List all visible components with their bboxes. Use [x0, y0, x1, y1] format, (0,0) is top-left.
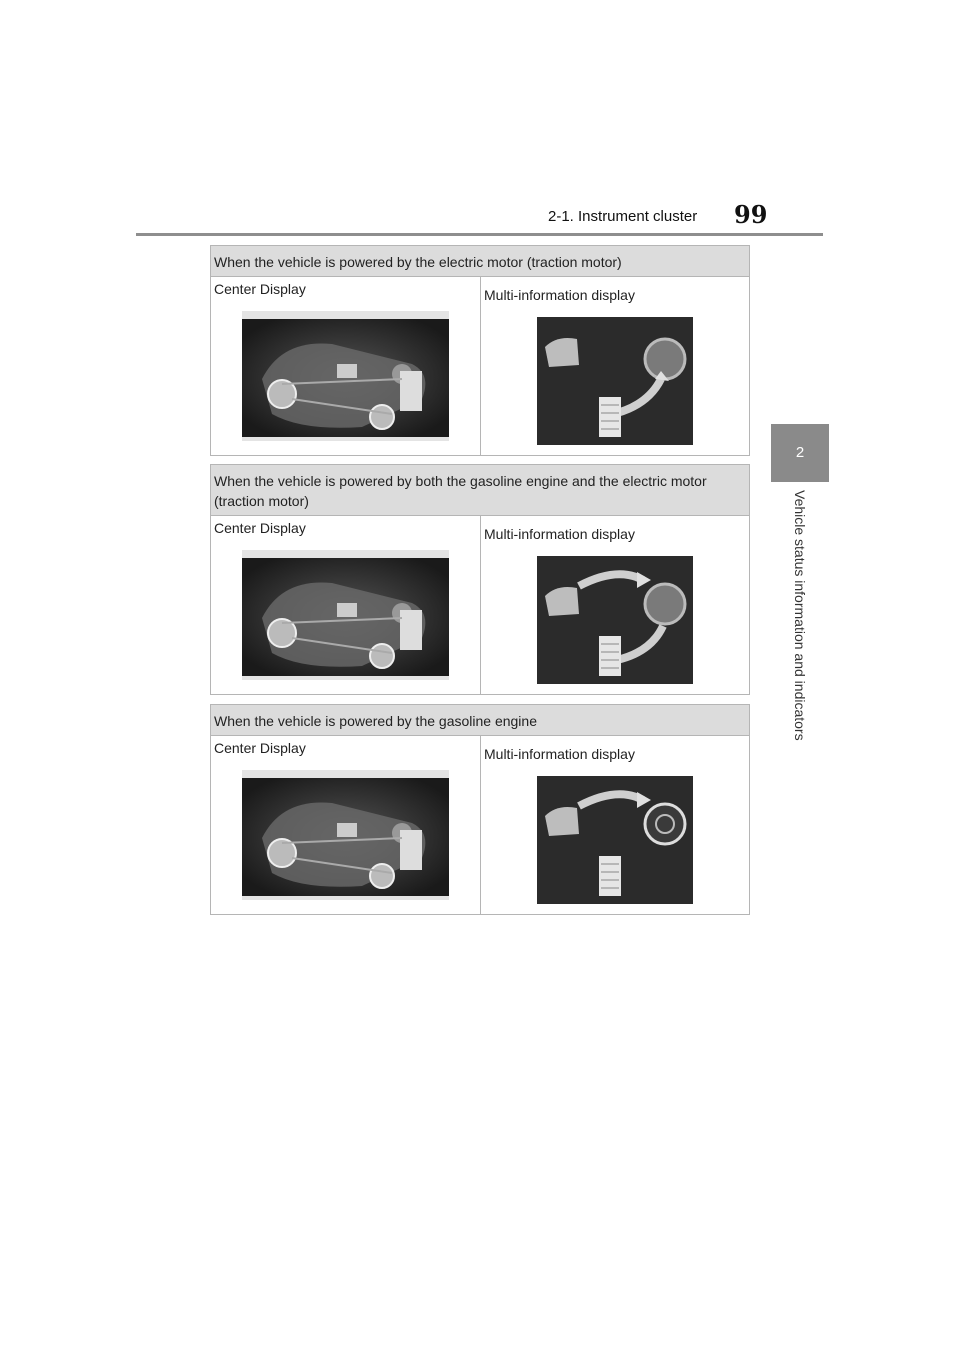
chapter-title-text: Vehicle status information and indicators	[792, 490, 808, 741]
column-divider	[480, 516, 481, 694]
chapter-tab: 2	[771, 424, 829, 482]
center-display-image	[242, 770, 449, 900]
center-display-label: Center Display	[214, 740, 306, 756]
center-display-label: Center Display	[214, 281, 306, 297]
panel-title: When the vehicle is powered by the gasoline engine	[211, 705, 749, 736]
column-divider	[480, 736, 481, 914]
panel-electric-motor	[210, 245, 750, 456]
column-divider	[480, 277, 481, 455]
panel-engine-and-motor	[210, 464, 750, 695]
page-number: 99	[734, 200, 768, 229]
mid-label: Multi-information display	[484, 526, 635, 542]
center-display-label: Center Display	[214, 520, 306, 536]
multi-information-display-image	[537, 556, 693, 684]
panel-title: When the vehicle is powered by the electric motor (traction motor)	[211, 246, 749, 277]
multi-information-display-image	[537, 776, 693, 904]
mid-label: Multi-information display	[484, 287, 635, 303]
center-display-image	[242, 311, 449, 441]
panel-title: When the vehicle is powered by both the gasoline engine and the electric motor (traction motor)	[211, 465, 749, 516]
header-divider	[136, 233, 823, 236]
mid-label: Multi-information display	[484, 746, 635, 762]
multi-information-display-image	[537, 317, 693, 445]
section-title: 2-1. Instrument cluster	[548, 208, 698, 225]
panel-gasoline-engine	[210, 704, 750, 915]
center-display-image	[242, 550, 449, 680]
